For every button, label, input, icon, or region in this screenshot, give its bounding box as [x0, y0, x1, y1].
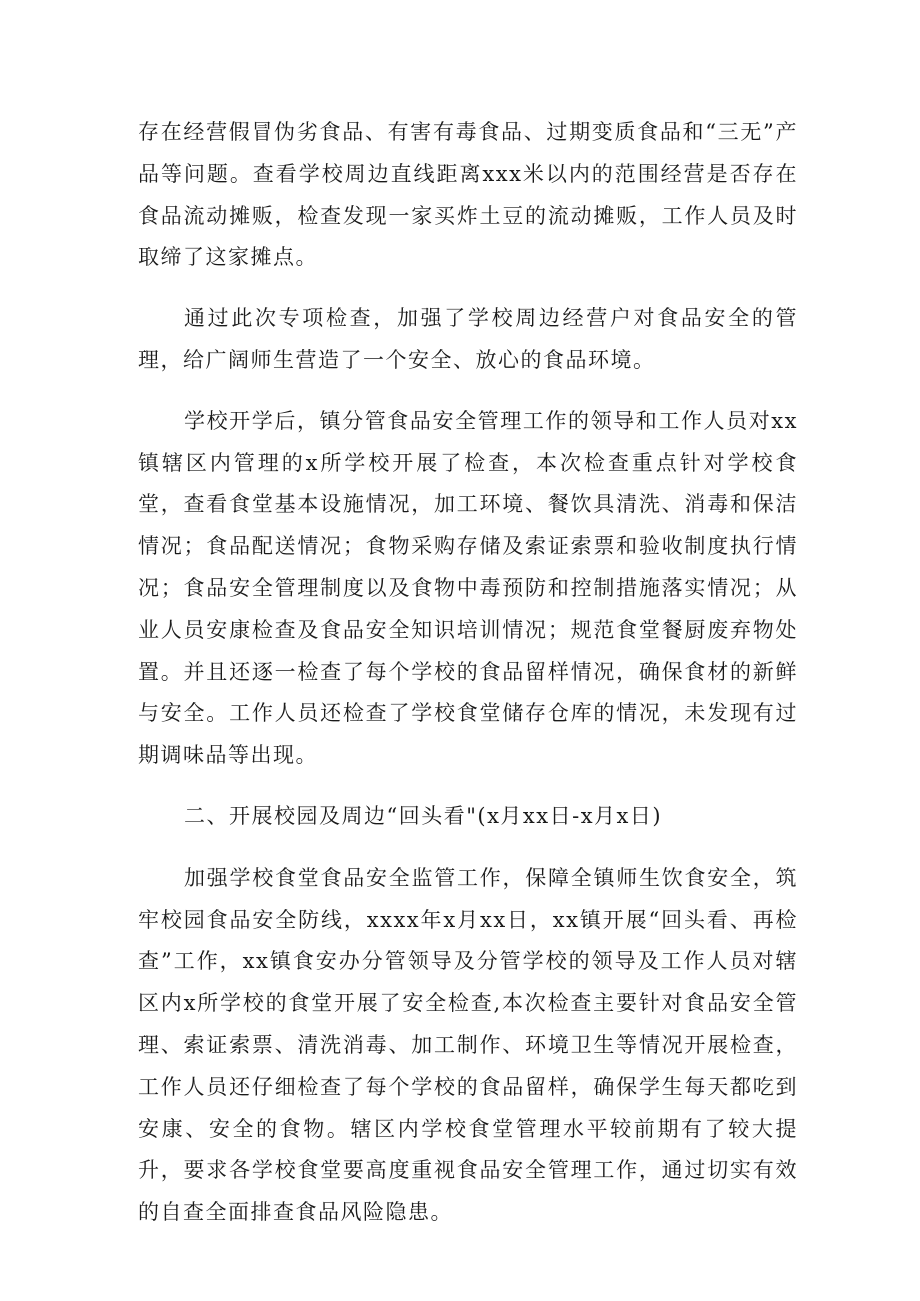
paragraph-school-inspection: 学校开学后，镇分管食品安全管理工作的领导和工作人员对xx镇辖区内管理的x所学校开展了检查，本次检查重点针对学校食堂，查看食堂基本设施情况，加工环境、餐饮具清洗、消毒和保洁情况；食品配送情况；食物采购存储及索证索票和验收制度执行情况；食品安全管理制度以及食物中毒预防和控制措施落实情况；从业人员安康检查及食品安全知识培训情况；规范食堂餐厨废弃物处置。并且还逐一检查了每个学校的食品留样情况，确保食材的新鲜与安全。工作人员还检查了学校食堂储存仓库的情况，未发现有过期调味品等出现。: [138, 408, 798, 768]
paragraph-review-inspection: 加强学校食堂食品安全监管工作，保障全镇师生饮食安全，筑牢校园食品安全防线，xxxx年x月xx日，xx镇开展“回头看、再检查”工作，xx镇食安办分管领导及分管学校的领导及工作人员对辖区内x所学校的食堂开展了安全检查,本次检查主要针对食品安全管理、索证索票、清洗消毒、加工制作、环境卫生等情况开展检查，工作人员还仔细检查了每个学校的食品留样，确保学生每天都吃到安康、安全的食物。辖区内学校食堂管理水平较前期有了较大提升，要求各学校食堂要高度重视食品安全管理工作，通过切实有效的自查全面排查食品风险隐患。: [138, 865, 798, 1225]
paragraph-summary: 通过此次专项检查，加强了学校周边经营户对食品安全的管理，给广阔师生营造了一个安全、放心的食品环境。: [138, 306, 798, 372]
paragraph-continuation: 存在经营假冒伪劣食品、有害有毒食品、过期变质食品和“三无”产品等问题。查看学校周边直线距离xxx米以内的范围经营是否存在食品流动摊贩，检查发现一家买炸土豆的流动摊贩，工作人员及时取缔了这家摊点。: [138, 120, 798, 270]
section-heading: 二、开展校园及周边“回头看"(x月xx日-x月x日): [184, 803, 663, 828]
document-body: [138, 112, 798, 1253]
